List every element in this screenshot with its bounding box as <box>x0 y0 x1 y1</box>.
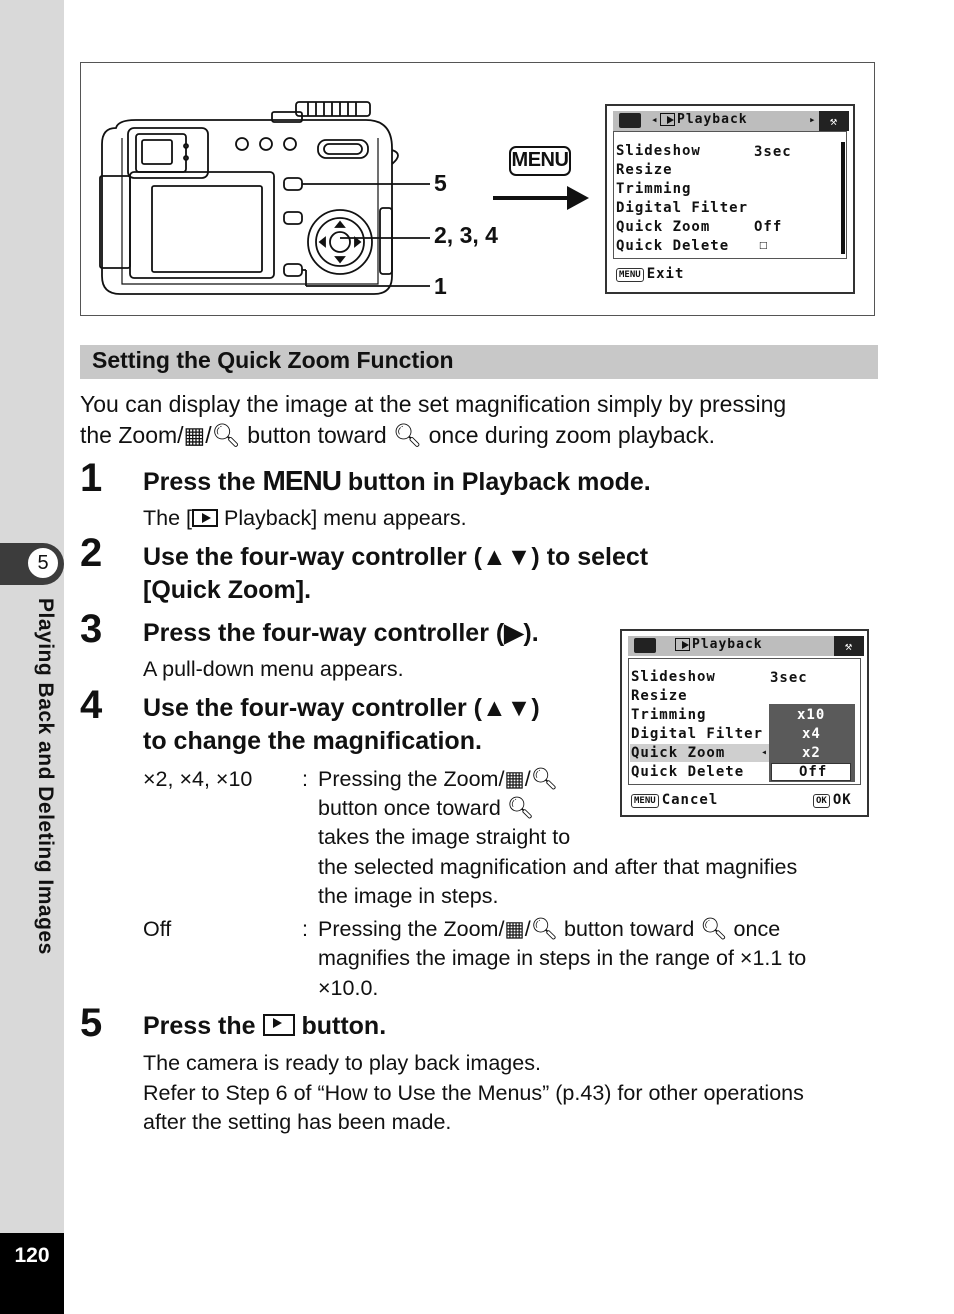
step-3-body: A pull-down menu appears. <box>143 657 404 681</box>
option-term-off: Off <box>143 917 172 941</box>
lcd-row-resize: Resize <box>616 162 673 178</box>
lcd-footer <box>616 266 684 282</box>
arrow-right-icon <box>493 183 593 213</box>
option-x-desc-line-5: the image in steps. <box>318 884 499 908</box>
lcd-row-quick-delete: Quick Delete <box>631 764 745 780</box>
quick-zoom-pulldown-screen <box>620 629 869 817</box>
lcd-row-quick-zoom: Quick Zoom <box>616 219 711 235</box>
lcd-footer-cancel: MENU Cancel <box>631 792 718 808</box>
step-2-number: 2 <box>80 531 103 575</box>
lcd-row-slideshow: Slideshow <box>616 143 701 159</box>
lcd-value-quick-zoom: Off <box>754 219 783 235</box>
step-1-number: 1 <box>80 456 103 500</box>
magnify-icon: 🔍︎ <box>211 422 241 448</box>
lcd-row-quick-delete: Quick Delete <box>616 238 730 254</box>
option-x-desc-line-3: takes the image straight to <box>318 825 571 849</box>
lcd-footer-ok: OK OK <box>813 792 852 808</box>
playback-icon <box>675 638 690 651</box>
zoom-option-x10: x10 <box>797 707 826 723</box>
lcd-row-slideshow: Slideshow <box>631 669 716 685</box>
lcd-row-digital-filter: Digital Filter <box>616 200 749 216</box>
lcd-row-trimming: Trimming <box>616 181 692 197</box>
lcd-value-slideshow: 3sec <box>754 144 792 160</box>
step-3-number: 3 <box>80 607 103 651</box>
magnify-icon: 🔍︎ <box>700 917 728 941</box>
option-colon: : <box>302 917 308 941</box>
camera-figure <box>80 62 875 316</box>
step-4-title-line-2: to change the magnification. <box>143 727 482 755</box>
option-x-desc-line-4: the selected magnification and after that magnifies <box>318 855 798 879</box>
playback-icon <box>660 113 675 126</box>
option-term-x2-x4-x10: ×2, ×4, ×10 <box>143 767 253 791</box>
chapter-title: Playing Back and Deleting Images <box>34 598 57 955</box>
lcd-value-slideshow: 3sec <box>770 670 808 686</box>
menu-key-icon-small: MENU <box>616 268 644 282</box>
lcd-tab-label: Playback <box>692 637 763 652</box>
playback-icon <box>192 509 218 527</box>
step-3-title: Press the four-way controller (▶). <box>143 619 539 647</box>
callout-1: 1 <box>434 273 447 299</box>
camera-back-illustration <box>96 98 476 338</box>
option-off-desc-line-1: Pressing the Zoom/▦/🔍︎ button toward 🔍︎ once <box>318 917 781 941</box>
ok-key-icon: OK <box>813 794 830 808</box>
step-5-number: 5 <box>80 1001 103 1045</box>
pulldown-pointer-icon: ◂ <box>761 747 768 758</box>
magnify-icon: 🔍︎ <box>530 917 559 941</box>
option-off-desc-line-3: ×10.0. <box>318 976 379 1000</box>
camera-tab-icon <box>634 638 656 653</box>
magnify-icon: 🔍︎ <box>530 767 559 791</box>
step-2-title-line-1: Use the four-way controller (▲▼) to select <box>143 543 649 571</box>
step-5-body-line-1: The camera is ready to play back images. <box>143 1051 541 1075</box>
tab-right-arrow-icon: ▸ <box>809 113 817 126</box>
lcd-tab-bar <box>613 111 847 131</box>
lcd-row-trimming: Trimming <box>631 707 707 723</box>
zoom-option-x4: x4 <box>802 726 821 742</box>
step-4-title-line-1: Use the four-way controller (▲▼) <box>143 694 540 722</box>
intro-line-2: the Zoom/▦/🔍︎ button toward 🔍︎ once during zoom playback. <box>80 422 716 448</box>
option-x-desc-line-1: Pressing the Zoom/▦/🔍︎ <box>318 767 559 791</box>
menu-key-icon: MENU <box>509 146 571 176</box>
chapter-number: 5 <box>26 546 60 580</box>
callout-5: 5 <box>434 170 447 196</box>
zoom-option-off: Off <box>799 764 828 780</box>
lcd-scrollbar <box>841 142 845 254</box>
step-5-body-line-3: after the setting has been made. <box>143 1110 452 1134</box>
step-5-title: Press the button. <box>143 1012 387 1040</box>
lcd-row-resize: Resize <box>631 688 688 704</box>
thumbnail-icon: ▦ <box>504 767 525 791</box>
zoom-option-x2: x2 <box>802 745 821 761</box>
option-x-desc-line-2: button once toward 🔍︎ <box>318 796 535 820</box>
step-2-title-line-2: [Quick Zoom]. <box>143 576 312 604</box>
menu-key-icon-small: MENU <box>631 794 659 808</box>
option-colon: : <box>302 767 308 791</box>
magnify-icon: 🔍︎ <box>506 796 535 820</box>
playback-icon <box>263 1014 295 1036</box>
play-tab-icon: ◂ <box>651 113 659 126</box>
thumbnail-icon: ▦ <box>504 917 525 941</box>
lcd-value-quick-delete-checkbox: ☐ <box>759 237 769 253</box>
step-4-number: 4 <box>80 683 103 727</box>
step-1-body: The [ Playback] menu appears. <box>143 506 467 530</box>
lcd-row-digital-filter: Digital Filter <box>631 726 764 742</box>
step-5-body-line-2: Refer to Step 6 of “How to Use the Menus” (p.43) for other operations <box>143 1081 804 1105</box>
lcd-footer-exit: Exit <box>646 266 685 282</box>
thumbnail-icon: ▦ <box>183 422 206 448</box>
playback-menu-screen <box>605 104 855 294</box>
lcd-tab-label: Playback <box>677 112 748 127</box>
setup-tab-icon: ⚒ <box>834 636 864 656</box>
intro-line-1: You can display the image at the set magnification simply by pressing <box>80 391 787 417</box>
section-title: Setting the Quick Zoom Function <box>92 347 454 373</box>
magnify-icon: 🔍︎ <box>393 422 423 448</box>
callout-2-3-4: 2, 3, 4 <box>434 222 498 248</box>
lcd-row-quick-zoom: Quick Zoom <box>631 745 726 761</box>
menu-word: MENU <box>262 465 341 496</box>
camera-tab-icon <box>619 113 641 128</box>
step-1-title: Press the MENU button in Playback mode. <box>143 465 651 496</box>
setup-tab-icon: ⚒ <box>819 111 849 131</box>
lcd-tab-bar <box>628 636 861 656</box>
option-off-desc-line-2: magnifies the image in steps in the range of ×1.1 to <box>318 946 807 970</box>
page-number: 120 <box>14 1244 50 1267</box>
